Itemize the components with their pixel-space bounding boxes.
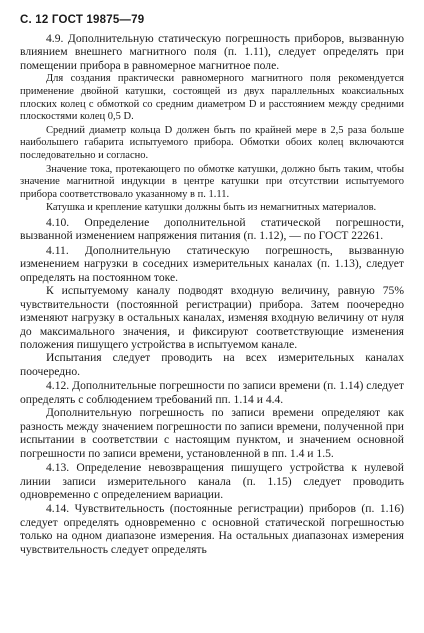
page-header: С. 12 ГОСТ 19875—79: [20, 14, 145, 26]
paragraph-coil-current: Значение тока, протекающего по обмотке катушки, должно быть таким, чтобы значение магнитной индукции в центре катушки при отсутствии испытуемого прибора соответствовало указанному в п. 1.11.: [20, 163, 404, 200]
paragraph-4-13: 4.13. Определение невозвращения пишущего устройства к нулевой линии записи измерительного канала (п. 1.15) следует проводить одновременно с определением вариации.: [20, 461, 404, 501]
paragraph-4-14: 4.14. Чувствительность (постоянные регистрации) приборов (п. 1.16) следует определять одновременно с основной статической погрешностью только на одном диапазоне измерения. На остальных диапазонах измерения чувствительность следует определять: [20, 502, 404, 556]
paragraph-coil-design: Для создания практически равномерного магнитного поля рекомендуется применение двойной катушки, состоящей из двух параллельных коаксиальных плоских колец с обмоткой со средним диаметром D и расстоянием между средними плоскостями колец 0,5 D.: [20, 73, 404, 123]
paragraph-ring-diameter: Средний диаметр кольца D должен быть по крайней мере в 2,5 раза больше наибольшего габарита испытуемого прибора. Обмотки обоих колец включаются последовательно и согласно.: [20, 124, 404, 161]
paragraph-coil-materials: Катушка и крепление катушки должны быть из немагнитных материалов.: [46, 202, 377, 214]
paragraph-4-11: 4.11. Дополнительную статическую погрешность, вызванную изменением нагрузки в соседних измерительных каналах (п. 1.13), следует определять на постоянном токе.: [20, 243, 404, 284]
paragraph-4-10: 4.10. Определение дополнительной статической погрешности, вызванной изменением напряжения питания (п. 1.12), — по ГОСТ 22261.: [20, 215, 404, 243]
paragraph-all-channels: Испытания следует проводить на всех измерительных каналах поочередно.: [20, 351, 404, 378]
paragraph-4-9: 4.9. Дополнительную статическую погрешность приборов, вызванную влиянием внешнего магнитного поля (п. 1.11), следует определять при помещении прибора в равномерное магнитное поле.: [20, 32, 404, 72]
paragraph-input-procedure: К испытуемому каналу подводят входную величину, равную 75% чувствительности (постоянной регистрации) прибора. Затем поочередно изменяют нагрузку в остальных каналах, изменяя входную величину от нуля до максимального значения, и фиксируют соответствующие изменения положения пишущего устройства в испытуемом канале.: [20, 284, 404, 351]
paragraph-4-12: 4.12. Дополнительные погрешности по записи времени (п. 1.14) следует определять с соблюдением требований пп. 1.14 и 4.4.: [20, 379, 404, 406]
paragraph-time-error: Дополнительную погрешность по записи времени определяют как разность между значением погрешности по записи времени, полученной при испытании в соответствии с настоящим пунктом, и значением основной погрешности по записи времени, установленной в пп. 1.4 и 1.5.: [20, 406, 404, 460]
